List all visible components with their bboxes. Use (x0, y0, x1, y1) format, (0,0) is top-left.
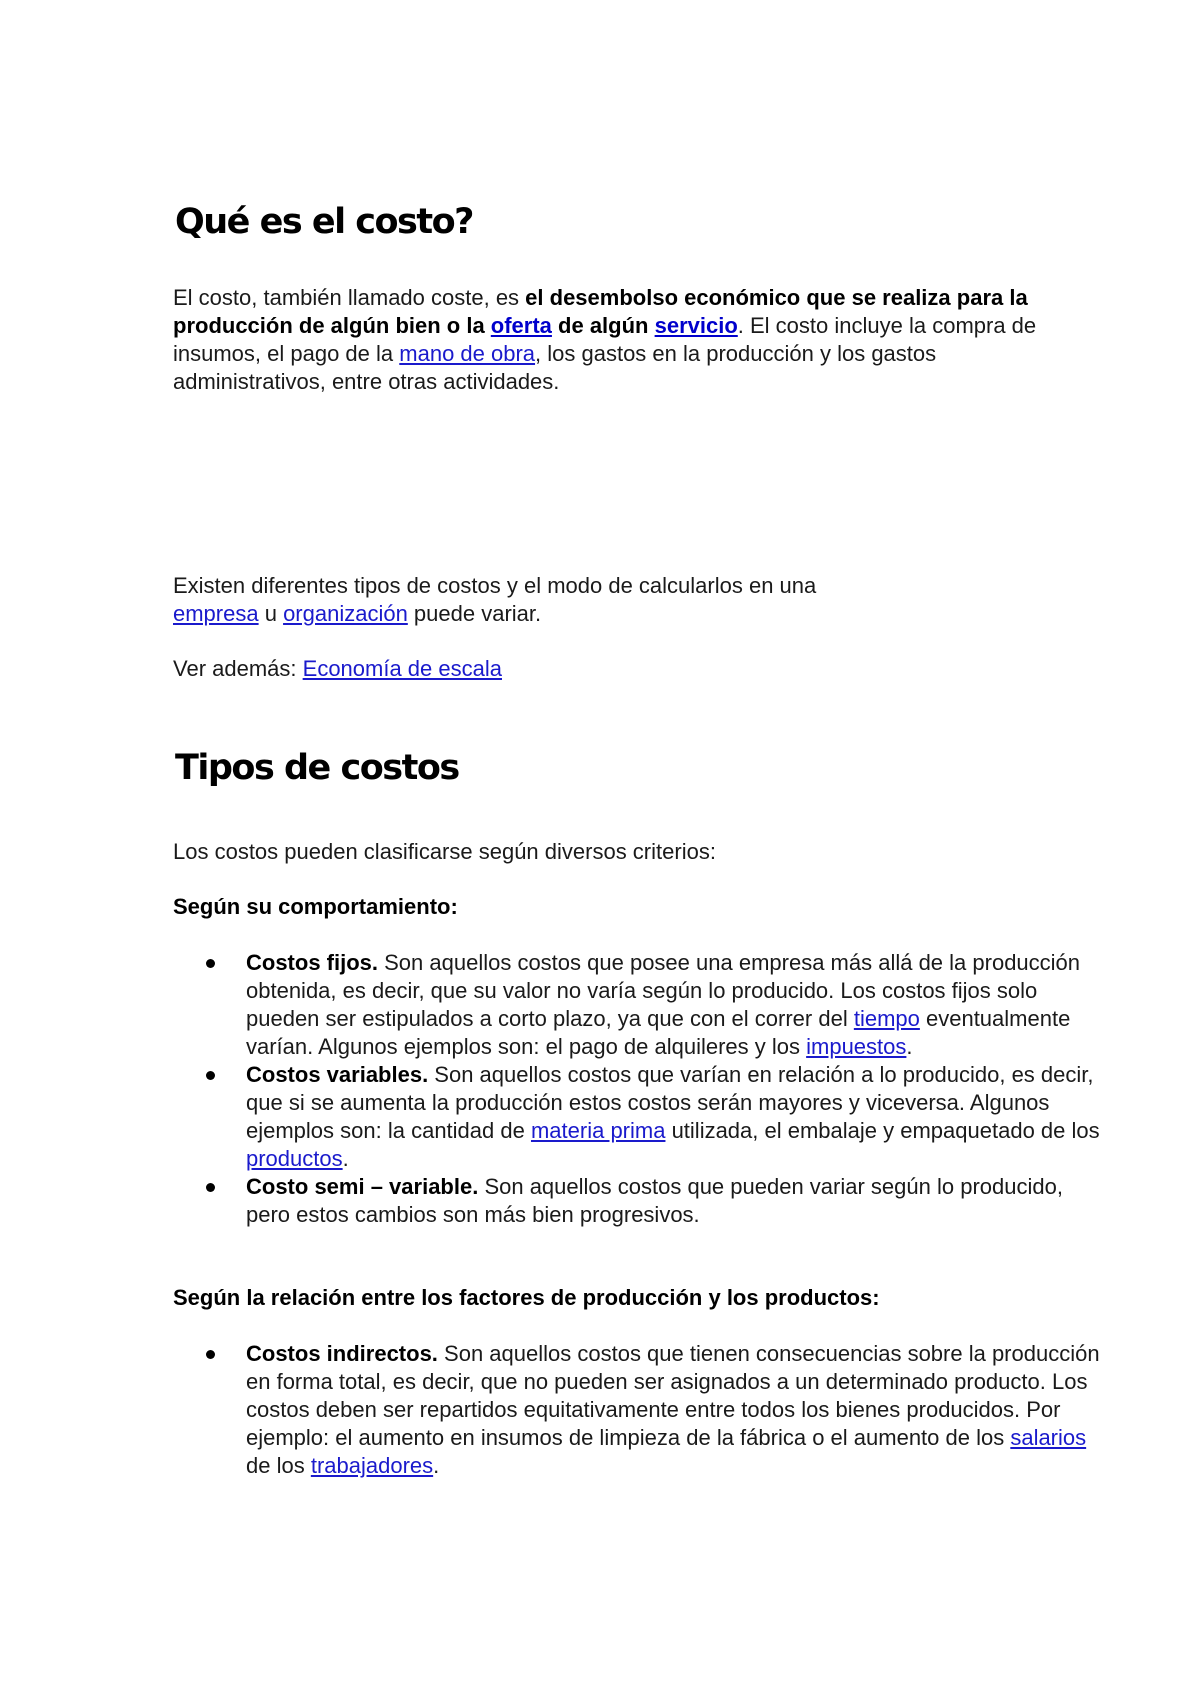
bold-text: Costos fijos. (246, 950, 379, 975)
text: . El costo incluye la compra de insumos, el pago de la (173, 313, 1037, 366)
text: puede variar. (407, 601, 542, 626)
bullet-icon (206, 959, 215, 968)
paragraph-ver-ademas (173, 655, 1053, 683)
bold-text: de algún (551, 313, 655, 338)
text: Existen diferentes tipos de costos y el modo de calcularlos en una (173, 573, 817, 598)
bold-text: Costo semi – variable. (246, 1174, 479, 1199)
bold-text: Costos variables. (246, 1062, 429, 1087)
bold-text: el desembolso económico que se realiza para la producción de algún bien o la (173, 285, 1028, 338)
section-title-relacion (173, 1284, 1053, 1312)
link-oferta[interactable]: oferta (490, 313, 552, 338)
heading-tipos-de-costos: Tipos de costos (175, 748, 459, 788)
bold-text: Según su comportamiento: (173, 894, 458, 919)
link-materia-prima[interactable]: materia prima (530, 1118, 666, 1143)
paragraph-tipos-intro (173, 572, 833, 628)
text: de los (246, 1453, 311, 1478)
text: Son aquellos costos que tienen consecuencias sobre la producción en forma total, es decir, que no pueden ser asignados a un determinado producto. Los costos deben ser repartidos equitativamente entre todos los bienes producidos. Por ejemplo: el aumento en insumos de limpieza de la fábrica o el aumento de los (246, 1341, 1100, 1450)
link-empresa[interactable]: empresa (173, 601, 259, 626)
text: Son aquellos costos que posee una empresa más allá de la producción obtenida, es decir, que su valor no varía según lo producido. Los costos fijos solo pueden ser estipulados a corto plazo, ya que con el correr del (246, 950, 1081, 1031)
text: eventualmente varían. Algunos ejemplos son: el pago de alquileres y los (246, 1006, 1071, 1059)
list-comportamiento (173, 949, 1106, 1229)
heading-que-es-el-costo: Qué es el costo? (175, 202, 473, 242)
bullet-icon (206, 1071, 215, 1080)
list-item (246, 1173, 1106, 1229)
section-title-comportamiento (173, 893, 1053, 921)
text: u (258, 601, 284, 626)
bullet-icon (206, 1183, 215, 1192)
text: , los gastos en la producción y los gastos administrativos, entre otras actividades. (173, 341, 937, 394)
paragraph-clasificacion: Los costos pueden clasificarse según diversos criterios: (173, 839, 716, 864)
text: Son aquellos costos que pueden variar según lo producido, pero estos cambios son más bien progresivos. (246, 1174, 1063, 1227)
text: . (342, 1146, 349, 1171)
link-economia-de-escala[interactable]: Economía de escala (302, 656, 502, 681)
link-organizacion[interactable]: organización (283, 601, 408, 626)
link-trabajadores[interactable]: trabajadores (310, 1453, 434, 1478)
text: El costo, también llamado coste, es (173, 285, 526, 310)
text: utilizada, el embalaje y empaquetado de los (665, 1118, 1100, 1143)
paragraph-definicion (173, 284, 1053, 396)
link-productos[interactable]: productos (246, 1146, 343, 1171)
link-servicio[interactable]: servicio (654, 313, 738, 338)
list-relacion (173, 1340, 1106, 1480)
bold-text: Costos indirectos. (246, 1341, 438, 1366)
list-item (246, 949, 1106, 1061)
bullet-icon (206, 1350, 215, 1359)
text: . (433, 1453, 440, 1478)
list-item (246, 1061, 1106, 1173)
list-item (246, 1340, 1106, 1480)
link-mano-de-obra[interactable]: mano de obra (399, 341, 536, 366)
bold-text: Según la relación entre los factores de producción y los productos: (173, 1285, 880, 1310)
text: . (906, 1034, 913, 1059)
link-tiempo[interactable]: tiempo (853, 1006, 920, 1031)
text: Son aquellos costos que varían en relación a lo producido, es decir, que si se aumenta la producción estos costos serán mayores y viceversa. Algunos ejemplos son: la cantidad de (246, 1062, 1094, 1143)
link-salarios[interactable]: salarios (1010, 1425, 1087, 1450)
text: Ver además: (173, 656, 303, 681)
link-impuestos[interactable]: impuestos (806, 1034, 907, 1059)
